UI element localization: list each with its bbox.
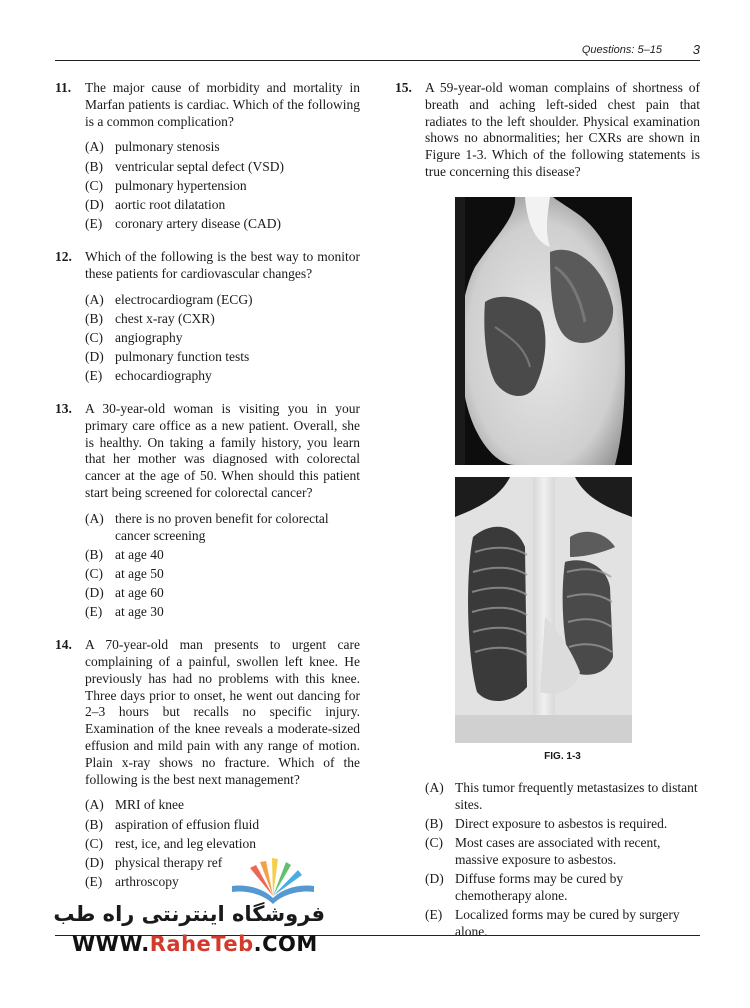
answer-option — [85, 368, 360, 385]
option-letter: (B) — [85, 310, 103, 326]
question-number: 11. — [55, 80, 72, 95]
figure-caption: FIG. 1-3 — [544, 750, 581, 762]
answer-options — [425, 780, 700, 941]
url-suffix: .COM — [253, 932, 318, 956]
answer-option — [85, 349, 360, 366]
option-text: Direct exposure to asbestos is required. — [455, 815, 668, 831]
question-number: 14. — [55, 637, 72, 653]
question-number: 13. — [55, 401, 72, 417]
watermark-persian-text: فروشگاه اینترنتی راه طب — [53, 902, 325, 926]
option-letter: (C) — [85, 835, 103, 851]
option-text: rest, ice, and leg elevation — [115, 835, 256, 851]
answer-option — [425, 835, 700, 869]
option-letter: (E) — [85, 368, 103, 384]
question-stem: A 70-year-old man presents to urgent care complaining of a painful, swollen left knee. He previously has had no problems with this knee. Three days prior to onset, he went out dancing for 2–3 hours but recalls no specific injury. Examination of the knee reveals a moderate-sized effusion and mild pain with any range of motion. Plain x-ray shows no fracture. Which of the following is the best next management? — [85, 637, 360, 787]
right-column — [395, 80, 700, 943]
option-letter: (B) — [85, 816, 103, 832]
option-text: Most cases are associated with recent, massive exposure to asbestos. — [455, 834, 661, 867]
page-number: 3 — [692, 42, 700, 57]
option-text: at age 60 — [115, 585, 164, 601]
option-text: electrocardiogram (ECG) — [115, 291, 253, 307]
option-text: there is no proven benefit for colorectal cancer screening — [115, 510, 329, 543]
answer-option — [85, 566, 360, 583]
option-text: angiography — [115, 329, 183, 345]
option-letter: (E) — [85, 874, 103, 890]
option-text: chest x-ray (CXR) — [115, 310, 215, 326]
option-letter: (D) — [85, 854, 104, 870]
answer-options — [85, 511, 360, 621]
watermark — [53, 858, 360, 968]
option-letter: (D) — [85, 585, 104, 601]
option-text: physical therapy ref — [115, 854, 223, 870]
option-text: at age 40 — [115, 546, 164, 562]
option-letter: (C) — [85, 329, 103, 345]
question-15 — [395, 80, 700, 181]
answer-option — [85, 817, 360, 834]
option-text: This tumor frequently metastasizes to distant sites. — [455, 779, 698, 812]
question-11 — [55, 80, 360, 233]
answer-option — [85, 216, 360, 233]
answer-option — [85, 604, 360, 621]
option-text: MRI of knee — [115, 797, 184, 813]
option-letter: (D) — [425, 870, 444, 886]
option-text: at age 30 — [115, 604, 164, 620]
option-text: aspiration of effusion fluid — [115, 816, 260, 832]
url-prefix: WWW. — [72, 932, 150, 956]
option-letter: (A) — [85, 139, 104, 155]
question-number: 15. — [395, 80, 412, 95]
option-text: ventricular septal defect (VSD) — [115, 158, 285, 174]
answer-option — [85, 311, 360, 328]
option-letter: (E) — [85, 604, 103, 620]
answer-option — [85, 797, 360, 814]
question-stem: A 30-year-old woman is visiting you in your primary care office as a new patient. Overall, she is healthy. On taking a family history, you learn that her mother was diagnosed with colorectal cancer at the age of 50. When should this patient start being screened for colorectal cancer? — [85, 401, 360, 501]
url-accent: RaheTeb — [149, 932, 254, 956]
answer-option — [85, 178, 360, 195]
open-book-logo-icon — [228, 858, 318, 904]
option-letter: (D) — [85, 349, 104, 365]
option-text: echocardiography — [115, 368, 212, 384]
answer-option — [85, 836, 360, 853]
question-12 — [55, 249, 360, 385]
answer-option — [85, 139, 360, 156]
option-letter: (E) — [85, 216, 103, 232]
answer-option — [85, 330, 360, 347]
question-13 — [55, 401, 360, 621]
answer-option — [85, 197, 360, 214]
option-letter: (D) — [85, 196, 104, 212]
option-letter: (C) — [425, 834, 443, 850]
option-text: at age 50 — [115, 566, 164, 582]
option-letter: (A) — [85, 797, 104, 813]
option-letter: (E) — [425, 906, 443, 922]
answer-option — [85, 511, 360, 545]
option-text: pulmonary hypertension — [115, 177, 247, 193]
option-text: aortic root dilatation — [115, 196, 226, 212]
chest-xray-frontal-image — [455, 477, 632, 743]
option-letter: (B) — [85, 546, 103, 562]
option-letter: (A) — [85, 510, 104, 526]
answer-option — [425, 780, 700, 814]
option-text: pulmonary function tests — [115, 349, 250, 365]
answer-option — [85, 585, 360, 602]
answer-options — [85, 292, 360, 386]
answer-option — [425, 816, 700, 833]
option-letter: (B) — [85, 158, 103, 174]
answer-options — [85, 139, 360, 233]
option-text: Diffuse forms may be cured by chemotherapy alone. — [455, 870, 624, 903]
option-letter: (A) — [85, 291, 104, 307]
question-14 — [55, 637, 360, 891]
left-column — [55, 80, 360, 907]
question-number: 12. — [55, 248, 72, 264]
watermark-url — [72, 932, 318, 956]
option-text: coronary artery disease (CAD) — [115, 216, 282, 232]
option-text: arthroscopy — [115, 874, 179, 890]
answer-option — [85, 159, 360, 176]
option-letter: (A) — [425, 779, 444, 795]
running-header: Questions: 5–15 — [581, 44, 662, 56]
answer-option — [85, 547, 360, 564]
option-text: Localized forms may be cured by surgery alone. — [455, 906, 680, 939]
chest-xray-lateral-image — [455, 197, 632, 465]
option-letter: (C) — [85, 177, 103, 193]
option-text: pulmonary stenosis — [115, 139, 220, 155]
answer-option — [85, 292, 360, 309]
question-stem: A 59-year-old woman complains of shortness of breath and aching left-sided chest pain that radiates to the left shoulder. Physical examination shows no abnormalities; her CXRs are shown in Figure 1-3. Which of the following statements is true concerning this disease? — [425, 80, 700, 179]
page-header — [55, 40, 700, 61]
question-stem: The major cause of morbidity and mortality in Marfan patients is cardiac. Which of the following is a common complication? — [85, 80, 360, 129]
question-stem: Which of the following is the best way to monitor these patients for cardiovascular changes? — [85, 248, 360, 281]
answer-option — [425, 871, 700, 905]
option-letter: (C) — [85, 566, 103, 582]
option-letter: (B) — [425, 815, 443, 831]
